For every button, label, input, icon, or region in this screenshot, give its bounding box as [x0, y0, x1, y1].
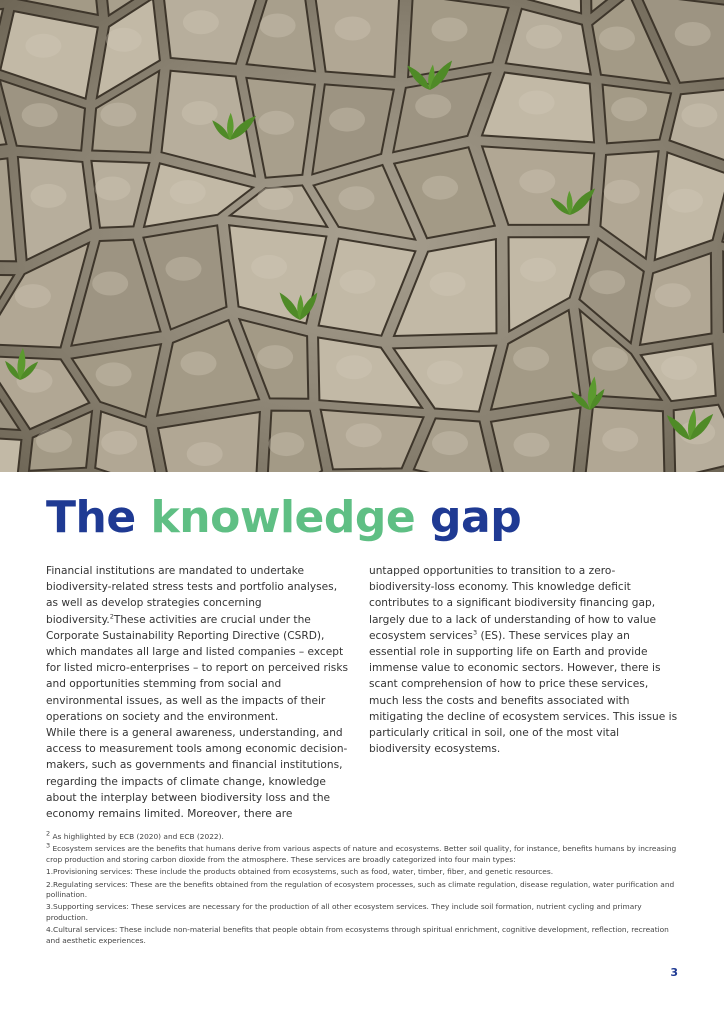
body-column-right	[369, 563, 679, 757]
soil-highlight	[257, 186, 293, 210]
soil-highlight	[335, 17, 371, 41]
soil-highlight	[183, 10, 219, 34]
soil-clod	[509, 237, 589, 331]
soil-clod	[600, 151, 658, 259]
soil-highlight	[336, 355, 372, 379]
footnote-ref-2: 2	[109, 612, 114, 621]
soil-highlight	[415, 94, 451, 118]
footnote-item: 2.Regulating services: These are the benefits obtained from the regulation of ecosystem processes, such as climate regulation, disease regulation, water purification and pollination.	[46, 879, 675, 900]
soil-highlight	[604, 180, 640, 204]
soil-highlight	[95, 177, 131, 201]
soil-clod	[0, 64, 6, 151]
footnote-mark: 2	[46, 829, 51, 838]
soil-highlight	[106, 28, 142, 52]
footnotes	[46, 829, 682, 948]
footnote-item: 4.Cultural services: These include non-material benefits that people obtain from ecosystems through spiritual enrichment, cognitive development, reflection, recreation and aesthetic experiences.	[46, 925, 669, 945]
soil-highlight	[589, 270, 625, 294]
soil-highlight	[260, 14, 296, 38]
soil-highlight	[346, 423, 382, 447]
footnote	[46, 829, 682, 842]
soil-clod	[0, 158, 16, 261]
body-text: These activities are crucial under the Corporate Sustainability Reporting Directive (CSRD), which mandates all large and listed companies – except for listed micro-enterprises – to report on perceived risks and opportunities stemming from social and environmental issues, as well as the impacts of their operations on society and the environment.	[46, 613, 348, 723]
soil-highlight	[519, 91, 555, 115]
soil-highlight	[100, 103, 136, 127]
body-text: (ES). These services play an essential role in supporting life on Earth and provide immense value to economic sectors. However, there is scant comprehension of how to price these services, much less the costs and benefits associated with mitigating the decline of ecosystem services. This issue is particularly critical in soil, one of the most vital biodiversity ecosystems.	[369, 629, 678, 756]
soil-highlight	[15, 284, 51, 308]
soil-highlight	[36, 429, 72, 453]
soil-highlight	[166, 257, 202, 281]
soil-highlight	[25, 34, 61, 58]
soil-highlight	[519, 169, 555, 193]
body-text: untapped opportunities to transition to a zero-biodiversity-loss economy. This knowledge deficit contributes to a significant biodiversity financing gap, largely due to a lack of understanding of how to value ecosystem services	[369, 565, 657, 642]
soil-highlight	[526, 25, 562, 49]
soil-highlight	[432, 431, 468, 455]
title-word-knowledge: knowledge	[150, 492, 416, 543]
title-word-the: The	[46, 492, 151, 543]
soil-highlight	[667, 189, 703, 213]
page-title	[46, 494, 521, 542]
soil-clod	[0, 435, 21, 472]
body-paragraph: While there is a general awareness, understanding, and access to measurement tools among economic decision-makers, such as governments and financial institutions, regarding the impacts of climate change, knowledge about the interplay between biodiversity loss and the economy remains limited. Moreover, there are	[46, 727, 348, 821]
cracked-soil-image	[0, 0, 724, 472]
body-column-left	[46, 563, 352, 822]
soil-highlight	[422, 176, 458, 200]
soil-highlight	[681, 103, 717, 127]
title-word-gap: gap	[415, 492, 522, 543]
soil-highlight	[340, 270, 376, 294]
soil-highlight	[257, 345, 293, 369]
soil-highlight	[513, 347, 549, 371]
page-number: 3	[670, 966, 678, 979]
soil-highlight	[602, 428, 638, 452]
body-text: Financial institutions are mandated to undertake biodiversity-related stress tests and portfolio analyses, as well as develop strategies concerning biodiversity.	[46, 565, 338, 626]
soil-highlight	[329, 108, 365, 132]
hero-photo	[0, 0, 724, 472]
soil-highlight	[92, 272, 128, 296]
soil-highlight	[182, 101, 218, 125]
footnote-text: Ecosystem services are the benefits that humans derive from various aspects of nature and ecosystems. Better soil quality, for instance, benefits humans by increasing crop production and storing carbon dioxide from the atmosphere. These services are broadly categorized into four main types:	[46, 844, 677, 864]
soil-highlight	[101, 431, 137, 455]
soil-highlight	[258, 111, 294, 135]
soil-highlight	[514, 433, 550, 457]
soil-highlight	[96, 362, 132, 386]
soil-highlight	[427, 361, 463, 385]
footnote-ref-3: 3	[472, 628, 478, 637]
soil-highlight	[187, 442, 223, 466]
soil-highlight	[181, 351, 217, 375]
footnote-text: As highlighted by ECB (2020) and ECB (2022).	[50, 832, 224, 841]
soil-highlight	[22, 103, 58, 127]
soil-highlight	[655, 283, 691, 307]
soil-highlight	[430, 272, 466, 296]
soil-highlight	[432, 18, 468, 42]
soil-highlight	[170, 180, 206, 204]
soil-highlight	[268, 432, 304, 456]
soil-highlight	[339, 186, 375, 210]
soil-highlight	[599, 27, 635, 51]
soil-clod	[0, 0, 1, 4]
footnote-mark: 3	[46, 841, 51, 850]
soil-highlight	[251, 255, 287, 279]
body-paragraph	[369, 563, 679, 757]
soil-clod	[18, 157, 91, 260]
soil-highlight	[31, 184, 67, 208]
soil-highlight	[611, 97, 647, 121]
body-paragraph	[46, 563, 352, 725]
footnote-item: 3.Supporting services: These services are necessary for the production of all other ecosystem services. They include soil formation, nutrient cycling and primary production.	[46, 902, 642, 922]
footnote-item: 1.Provisioning services: These include the products obtained from ecosystems, such as food, water, timber, fiber, and genetic resources.	[46, 867, 554, 877]
soil-highlight	[520, 258, 556, 282]
soil-highlight	[592, 347, 628, 371]
soil-highlight	[661, 356, 697, 380]
footnote	[46, 841, 682, 865]
soil-highlight	[675, 22, 711, 46]
